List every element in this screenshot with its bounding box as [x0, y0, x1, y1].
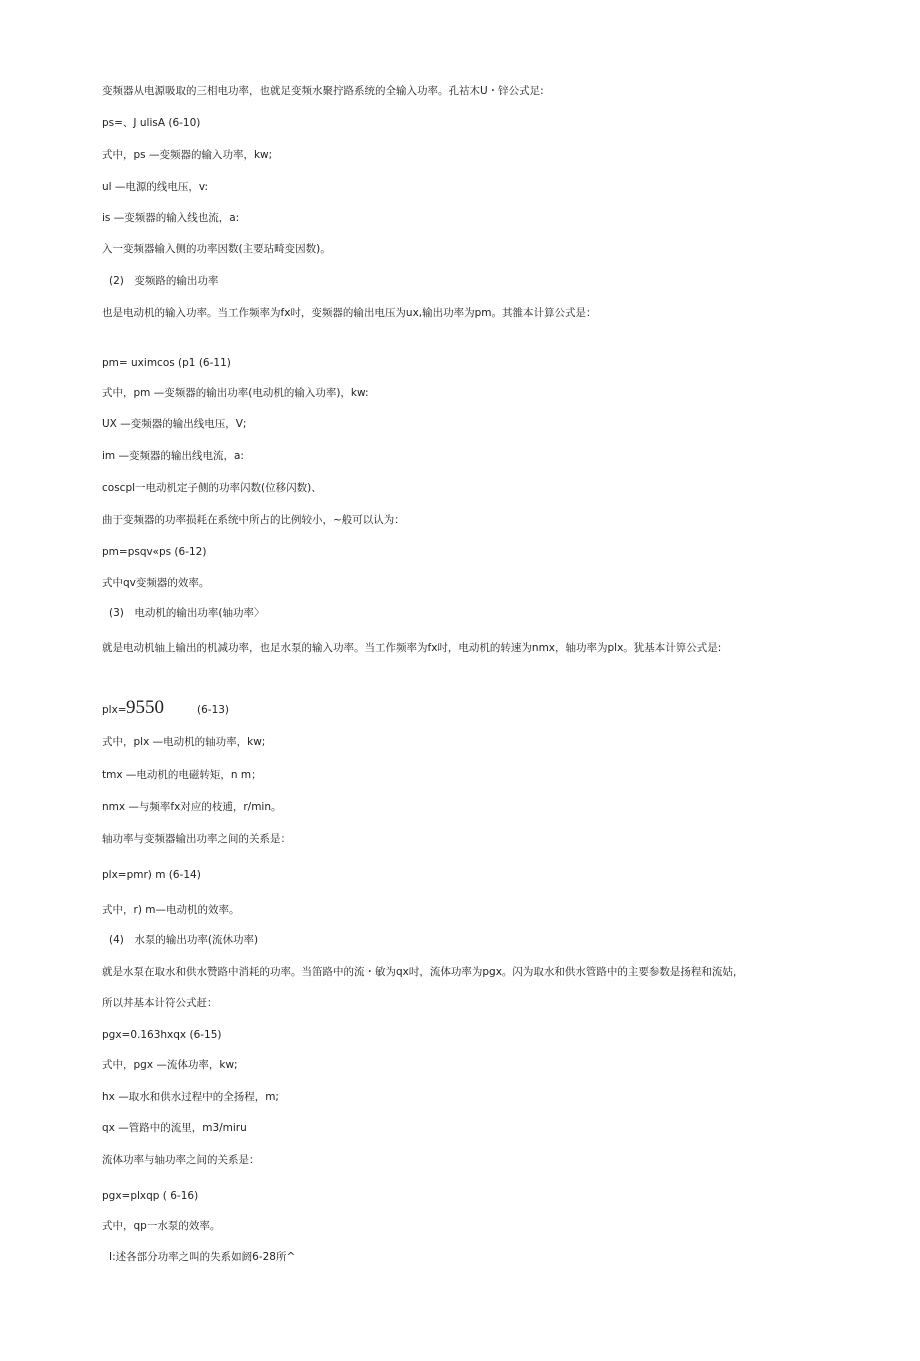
paragraph-fluid-power: 就是水泵在取水和供水赞路中消耗的功率。当笛路中的流・敏为qx吋，流体功率为pgx。闪为取水和供水管路中的主要参数是扬程和流姑， [102, 966, 744, 978]
paragraph-loss-note: 曲于变频器的功率损耗在系统中所占的比例较小，~般可以认为： [102, 514, 405, 526]
definition-eta-m: 式中，r) m—电动机的效率。 [102, 904, 240, 916]
definition-hx: hx —取水和供水过程中的全扬程，m; [102, 1091, 279, 1103]
definition-cosphi: coscpl一电动机定子侧的功率闪数(位移闪数)、 [102, 482, 322, 494]
paragraph-shaft-power: 就是电动机轴上输出的机减功率，也足水泵的输入功率。当工作频率为fx吋，电动机的转速为nmx，轴功率为plx。犹基本计箅公式是: [102, 642, 722, 654]
section-heading-2: (2) 变频路的输出功率 [109, 275, 219, 287]
formula-6-15: pgx=0.163hxqx (6-15) [102, 1029, 222, 1041]
definition-qv: 式中qv变频器的效率。 [102, 577, 210, 589]
paragraph-figure-reference: I:述各部分功率之叫的失系如阏6-28所^ [109, 1251, 296, 1263]
definition-qx: qx —管路中的流里，m3/miru [102, 1122, 247, 1134]
formula-6-13-constant: 9550 [126, 697, 164, 718]
definition-eta-p: 式中，qp一水泵的效率。 [102, 1220, 221, 1232]
definition-is: is —变频器的输入线也流，a: [102, 212, 240, 224]
section-heading-4: (4) 水泵的输出功率(流休功率) [109, 934, 259, 946]
definition-pgx: 式中，pgx —流体功率，kw; [102, 1059, 238, 1071]
formula-6-10: ps=、J ulisA (6-10) [102, 117, 201, 129]
formula-6-13-lhs: plx= [102, 704, 127, 716]
definition-plx: 式中，plx —电动机的轴功率，kw; [102, 736, 266, 748]
paragraph-shaft-relation: 轴功率与变频器输出功率之间的关系是： [102, 833, 291, 845]
paragraph-output-power: 也是电动机的输入功率。当工作频率为fx吋，变频器的输出电压为ux,输出功率为pm。其雒本计算公式是： [102, 307, 597, 319]
definition-ul: ul —电源的线电压，v: [102, 181, 209, 193]
formula-6-13-tag: (6-13) [197, 704, 230, 716]
section-heading-3: (3) 电动机的输出功率(轴功率〉 [109, 607, 265, 619]
formula-6-11: pm= uximcos (p1 (6-11) [102, 357, 231, 369]
paragraph-input-power-intro: 变频器从电源吸取的三相电功率，也就足变频水聚拧路系统的全输入功率。孔祜木U・锌公式足: [102, 85, 544, 97]
paragraph-fluid-power-cont: 所以丼基本计符公式赶： [102, 997, 218, 1009]
definition-ps: 式中，ps —变频器的输入功率，kw; [102, 149, 273, 161]
definition-tmx: tmx —电动机的电磁转矩，n m； [102, 769, 262, 781]
definition-ux: UX —变频器的输出线电压，V; [102, 418, 247, 430]
definition-power-factor: 入一变频器输入侧的功率因数(主要玷畸变因数)。 [102, 243, 331, 255]
paragraph-fluid-relation: 流体功率与轴功率之间的关系是： [102, 1154, 260, 1166]
formula-6-12: pm=psqv«ps (6-12) [102, 546, 207, 558]
definition-nmx: nmx —与频率fx对应的枝逋，r/min。 [102, 801, 282, 813]
formula-6-16: pgx=plxqp ( 6-16) [102, 1190, 199, 1202]
definition-pm: 式中，pm —变频器的输出功率(电动机的输入功率)，kw: [102, 387, 369, 399]
definition-im: im —变频器的输出线电流，a: [102, 450, 244, 462]
formula-6-14: plx=pmr) m (6-14) [102, 869, 201, 881]
